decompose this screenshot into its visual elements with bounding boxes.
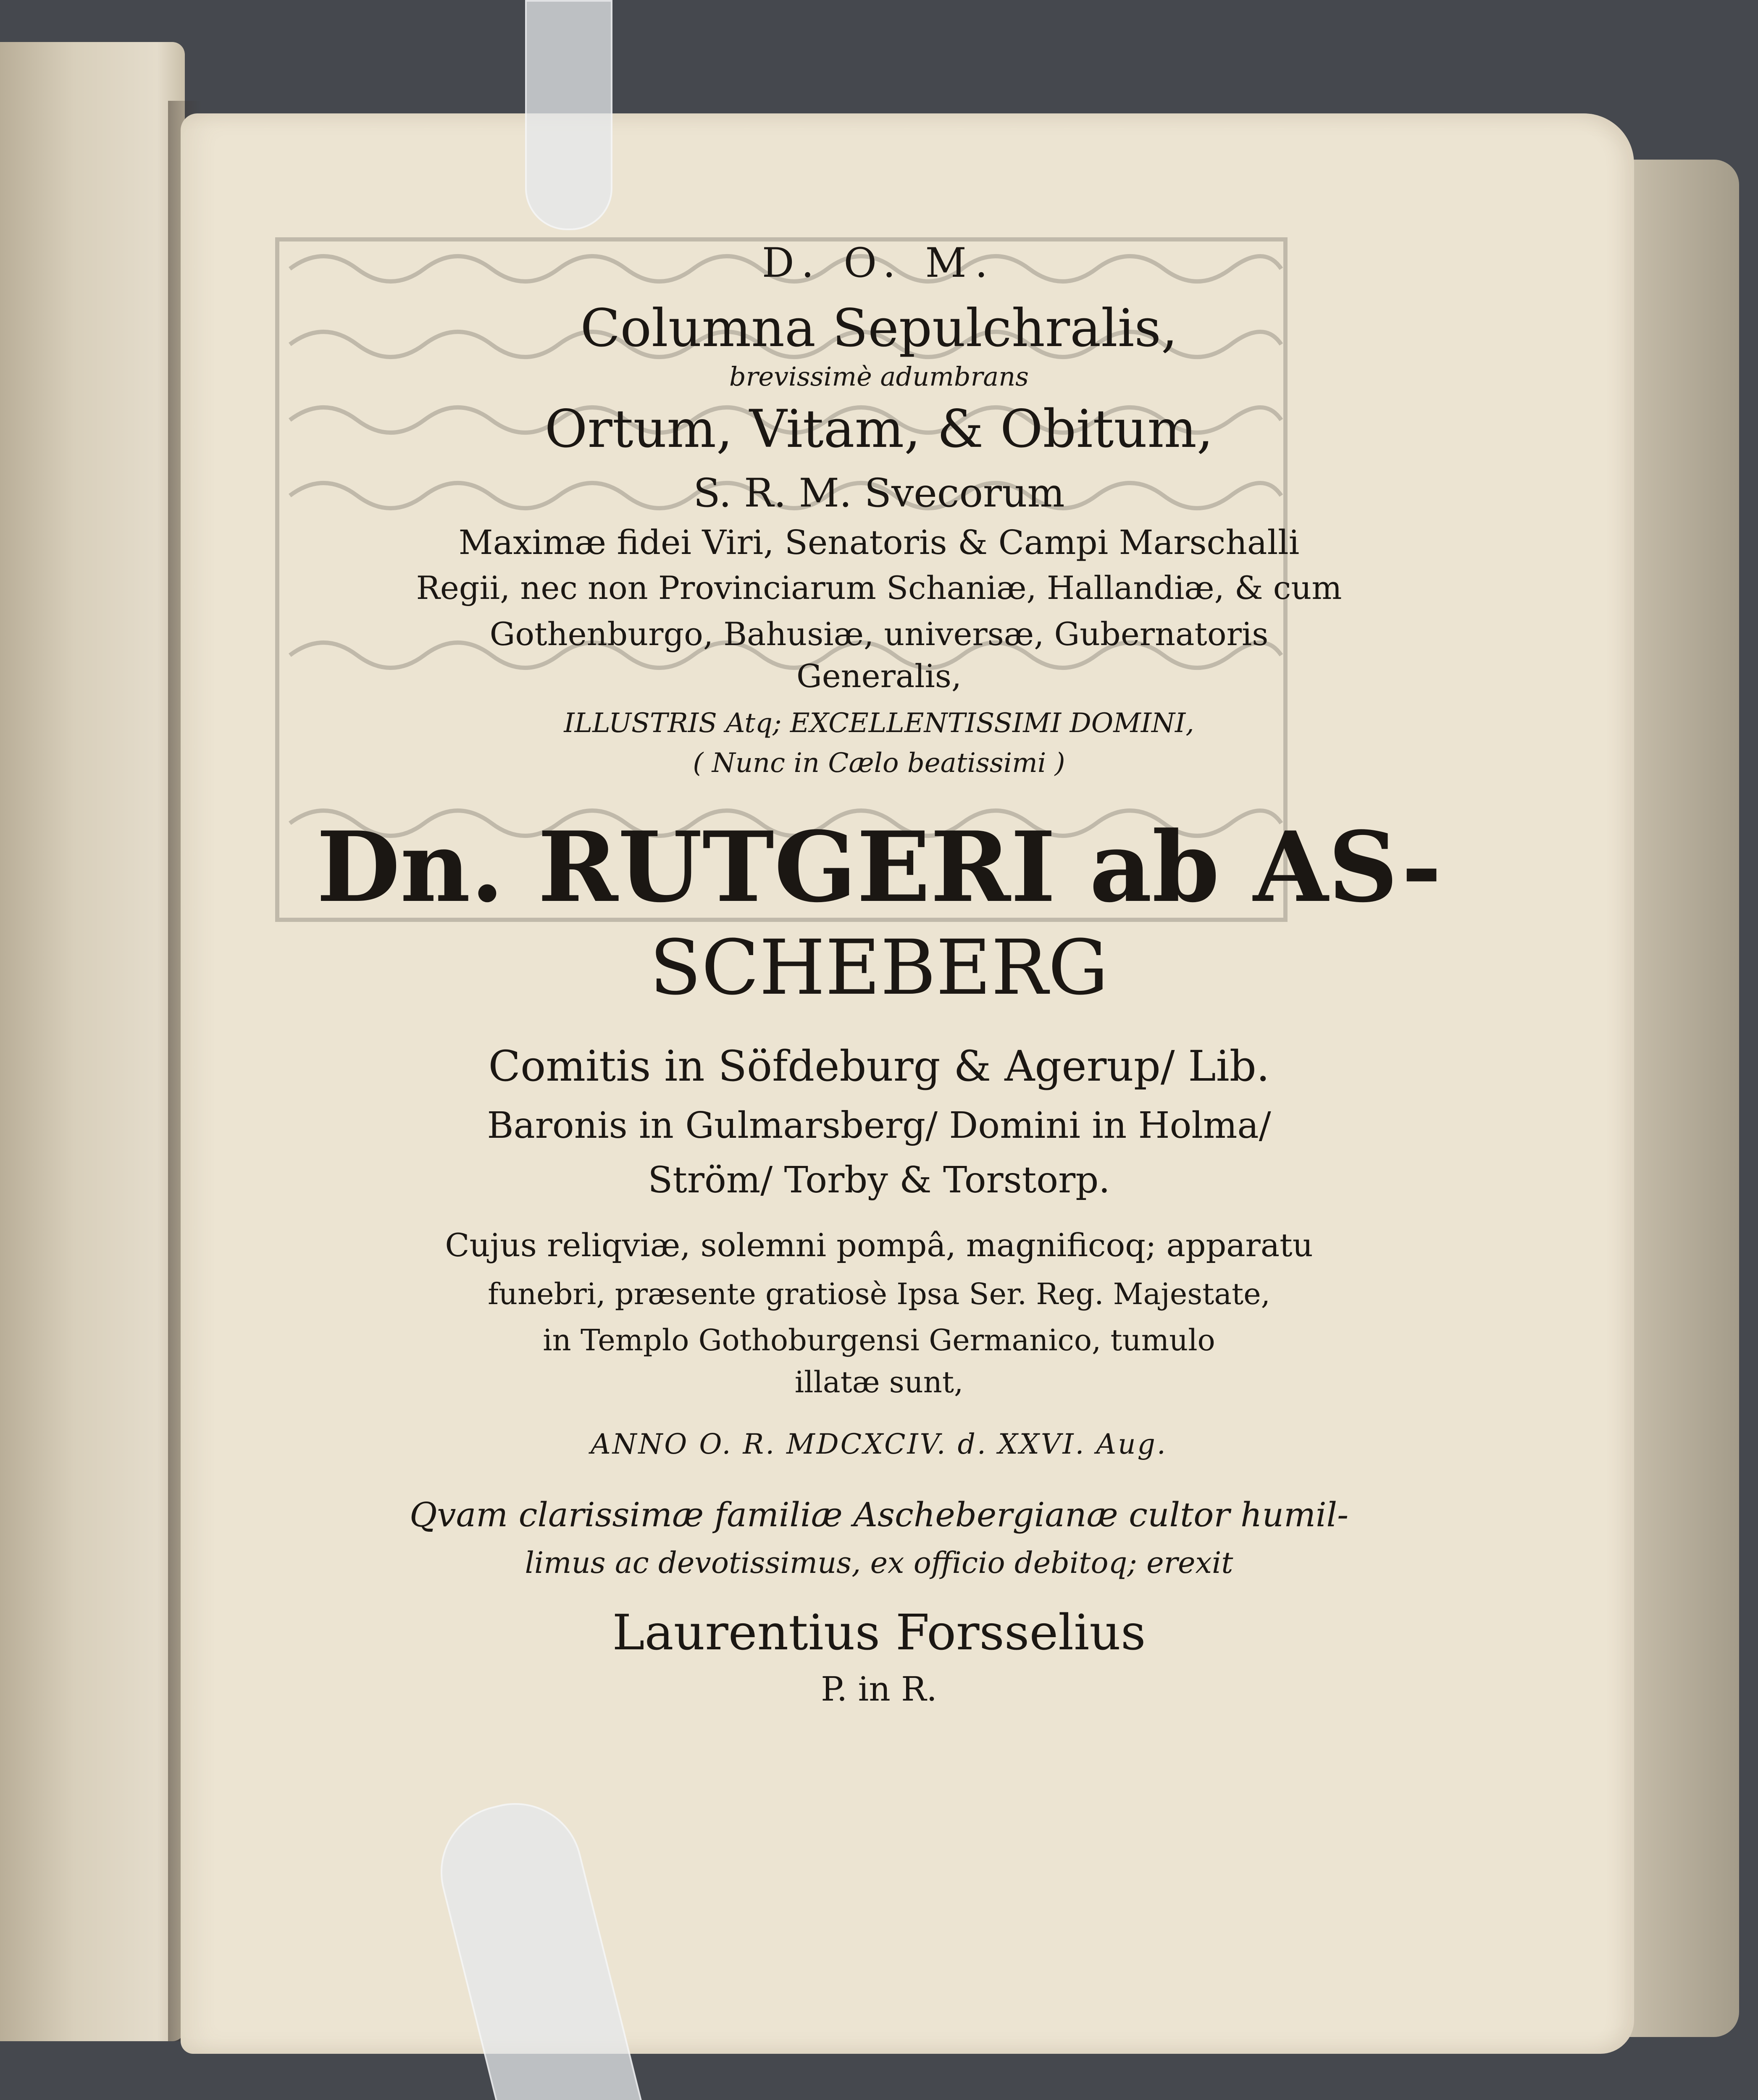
- page-title: Columna Sepulchralis,: [580, 298, 1178, 359]
- dedication-line-1: Maximæ fidei Viri, Senatoris & Campi Marschalli: [458, 523, 1300, 562]
- titles-line-3: Ström/ Torby & Torstorp.: [648, 1159, 1110, 1201]
- funeral-line-1: Cujus reliqviæ, solemni pompâ, magnificoq; apparatu: [445, 1226, 1313, 1264]
- dedicator-line-1: Qvam clarissimæ familiæ Aschebergianæ cultor humil-: [409, 1495, 1349, 1534]
- date-line: ANNO O. R. MDCXCIV. d. XXVI. Aug.: [591, 1428, 1167, 1460]
- illustris-line: ILLUSTRIS Atq; EXCELLENTISSIMI DOMINI,: [564, 708, 1194, 739]
- funeral-line-2: funebri, præsente gratiosè Ipsa Ser. Reg. Majestate,: [488, 1277, 1270, 1311]
- honoree-name-line-2: SCHEBERG: [649, 924, 1109, 1012]
- dedication-line-4: Generalis,: [796, 657, 962, 695]
- author-name: Laurentius Forsselius: [612, 1604, 1146, 1661]
- titles-line-2: Baronis in Gulmarsberg/ Domini in Holma/: [487, 1105, 1271, 1147]
- srm-line: S. R. M. Svecorum: [693, 470, 1065, 516]
- author-title: P. in R.: [821, 1670, 937, 1709]
- nunc-line: ( Nunc in Cælo beatissimi ): [693, 748, 1065, 779]
- dedicator-line-2: limus ac devotissimus, ex officio debitoq; erexit: [525, 1546, 1233, 1580]
- page-subtitle: brevissimè adumbrans: [729, 361, 1029, 392]
- titles-line-1: Comitis in Söfdeburg & Agerup/ Lib.: [488, 1042, 1270, 1091]
- dom-heading: D. O. M.: [762, 239, 996, 286]
- dedication-line-3: Gothenburgo, Bahusiæ, universæ, Gubernatoris: [489, 615, 1269, 653]
- page-clip-top: [525, 0, 612, 230]
- funeral-line-3: in Templo Gothoburgensi Germanico, tumulo: [543, 1323, 1215, 1357]
- ortum-line: Ortum, Vitam, & Obitum,: [544, 399, 1214, 459]
- honoree-name-line-1: Dn. RUTGERI ab AS-: [316, 811, 1442, 924]
- funeral-line-4: illatæ sunt,: [794, 1365, 964, 1399]
- dedication-line-2: Regii, nec non Provinciarum Schaniæ, Hallandiæ, & cum: [416, 569, 1342, 606]
